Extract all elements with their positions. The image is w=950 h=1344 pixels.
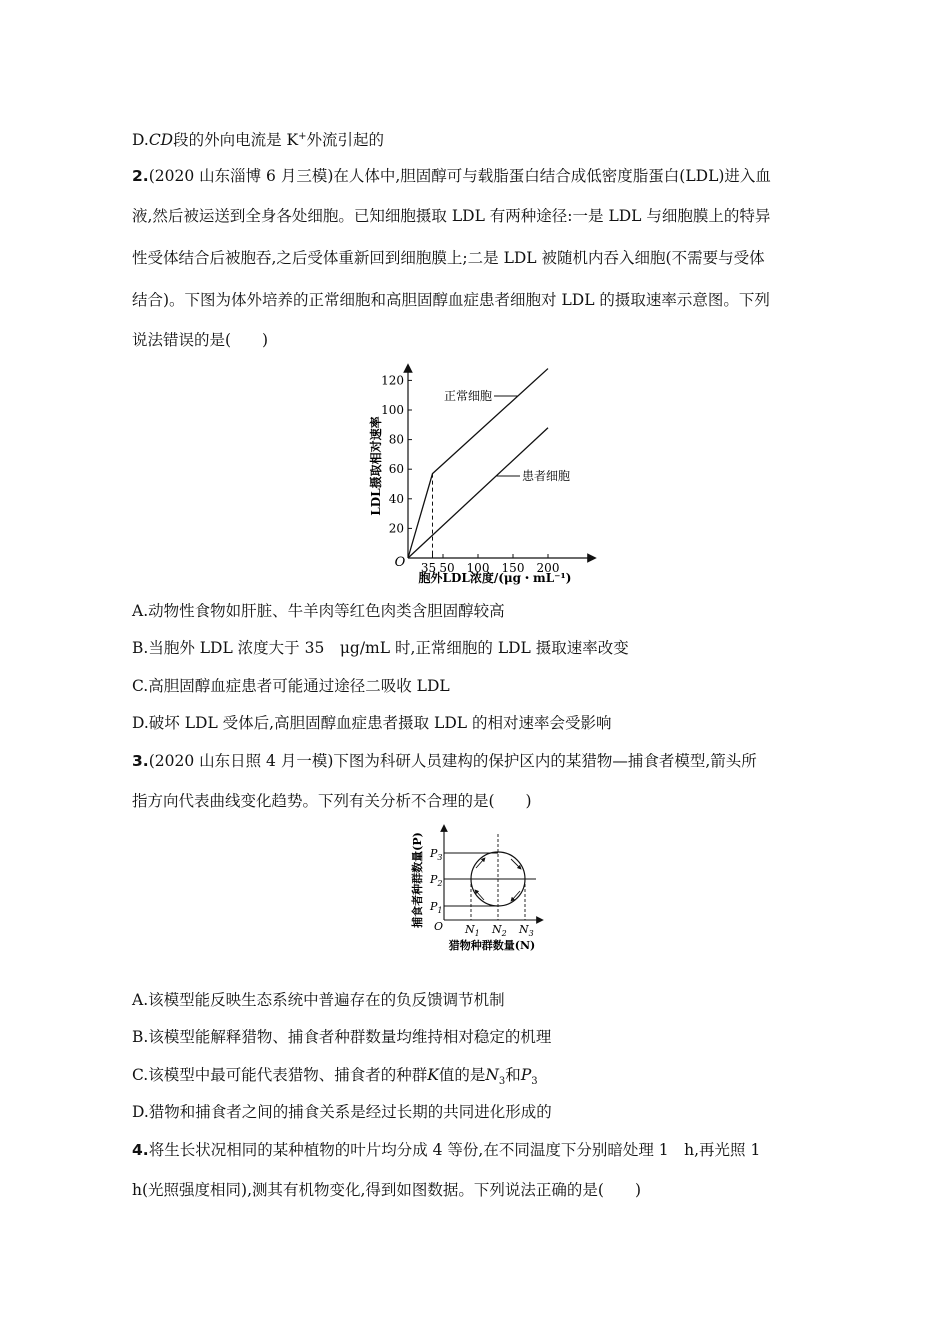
stem-text: (2020 山东淄博 6 月三模)在人体中,胆固醇可与载脂蛋白结合成低密度脂蛋白(LDL)进入血 [148, 167, 771, 185]
q3-option-a: A.该模型能反映生态系统中普遍存在的负反馈调节机制 [132, 991, 505, 1009]
q4-stem-line [132, 1140, 760, 1160]
x-tick-label: 150 [501, 561, 525, 575]
p-axis-title: 捕食者种群数量(P) [411, 832, 424, 928]
segment-label: CD [148, 131, 174, 150]
q4-stem-line: h(光照强度相同),测其有机物变化,得到如图数据。下列说法正确的是( ) [132, 1181, 642, 1199]
series-label-normal: 正常细胞 [444, 389, 493, 403]
p3-label: $P_3$ [430, 847, 443, 862]
series-label-patient: 患者细胞 [522, 469, 571, 483]
option-text: C.该模型中最可能代表猎物、捕食者的种群 [132, 1066, 428, 1084]
n-symbol: N [485, 1066, 499, 1084]
trend-arrow [511, 859, 520, 868]
y-tick-label: 100 [381, 403, 404, 417]
q2-option-a: A.动物性食物如肝脏、牛羊肉等红色肉类含胆固醇较高 [132, 602, 505, 620]
y-tick-label: 80 [388, 432, 404, 447]
patient-cell-line [408, 428, 548, 558]
trend-arrow [476, 859, 484, 868]
q1-option-d [132, 127, 384, 150]
option-prefix: D. [132, 131, 149, 150]
p-symbol: P [520, 1066, 532, 1084]
q3-option-d: D.猎物和捕食者之间的捕食关系是经过长期的共同进化形成的 [132, 1103, 552, 1121]
q3-stem-line: 指方向代表曲线变化趋势。下列有关分析不合理的是( ) [132, 792, 532, 810]
q3-option-b: B.该模型能解释猎物、捕食者种群数量均维持相对稳定的机理 [132, 1028, 552, 1046]
superscript: + [298, 131, 307, 142]
y-tick-label: 40 [388, 491, 404, 506]
q3-option-c [132, 1065, 538, 1092]
q2-option-b: B.当胞外 LDL 浓度大于 35 μg/mL 时,正常细胞的 LDL 摄取速率改变 [132, 639, 629, 657]
y-axis-label: LDL摄取相对速率 [369, 416, 383, 516]
predator-prey-diagram [408, 822, 548, 956]
question-number: 3. [132, 752, 149, 770]
option-text: 值的是 [438, 1066, 486, 1084]
origin-label: O [434, 920, 444, 933]
n2-label: $N_2$ [492, 923, 507, 938]
question-number: 2. [132, 167, 149, 185]
n-axis-title: 猎物种群数量(N) [448, 939, 536, 952]
stem-text: (2020 山东日照 4 月一模)下图为科研人员建构的保护区内的某猎物—捕食者模型,箭头所 [148, 752, 757, 770]
ldl-uptake-chart [360, 362, 600, 592]
n1-label: $N_1$ [465, 923, 480, 938]
y-tick-label: 60 [388, 462, 404, 477]
q2-stem-line: 液,然后被运送到全身各处细胞。已知细胞摄取 LDL 有两种途径:一是 LDL 与细胞膜上的特异 [132, 207, 771, 225]
option-text: 段的外向电流是 K [173, 131, 299, 150]
x-tick-label: 35 [420, 561, 437, 575]
option-text: 外流引起的 [306, 131, 385, 150]
x-tick-label: 200 [536, 561, 560, 575]
question-number: 4. [132, 1141, 149, 1159]
k-symbol: K [427, 1066, 439, 1084]
subscript: 3 [498, 1076, 506, 1088]
option-text: 和 [505, 1066, 521, 1084]
p2-label: $P_2$ [430, 873, 443, 888]
x-tick-label: 100 [466, 561, 490, 575]
p1-label: $P_1$ [430, 900, 443, 915]
y-tick-label: 120 [381, 373, 404, 388]
q2-option-d: D.破坏 LDL 受体后,高胆固醇血症患者摄取 LDL 的相对速率会受影响 [132, 714, 612, 732]
q2-option-c: C.高胆固醇血症患者可能通过途径二吸收 LDL [132, 677, 450, 695]
q2-stem-line: 结合)。下图为体外培养的正常细胞和高胆固醇血症患者细胞对 LDL 的摄取速率示意图。下列 [132, 291, 770, 309]
subscript: 3 [531, 1076, 538, 1088]
stem-text: 将生长状况相同的某种植物的叶片均分成 4 等份,在不同温度下分别暗处理 1 h,再光照 1 [148, 1141, 761, 1159]
x-axis-label: 胞外LDL浓度/(μg・mL⁻¹) [418, 571, 572, 585]
origin-label: O [394, 555, 406, 570]
n3-label: $N_3$ [519, 923, 534, 938]
q2-stem-line [132, 166, 771, 186]
x-tick-label: 50 [439, 561, 455, 575]
q2-stem-line: 说法错误的是( ) [132, 331, 269, 349]
y-tick-label: 20 [388, 521, 404, 536]
q3-stem-line [132, 751, 757, 771]
q2-stem-line: 性受体结合后被胞吞,之后受体重新回到细胞膜上;二是 LDL 被随机内吞入细胞(不需要与受体 [132, 249, 765, 267]
